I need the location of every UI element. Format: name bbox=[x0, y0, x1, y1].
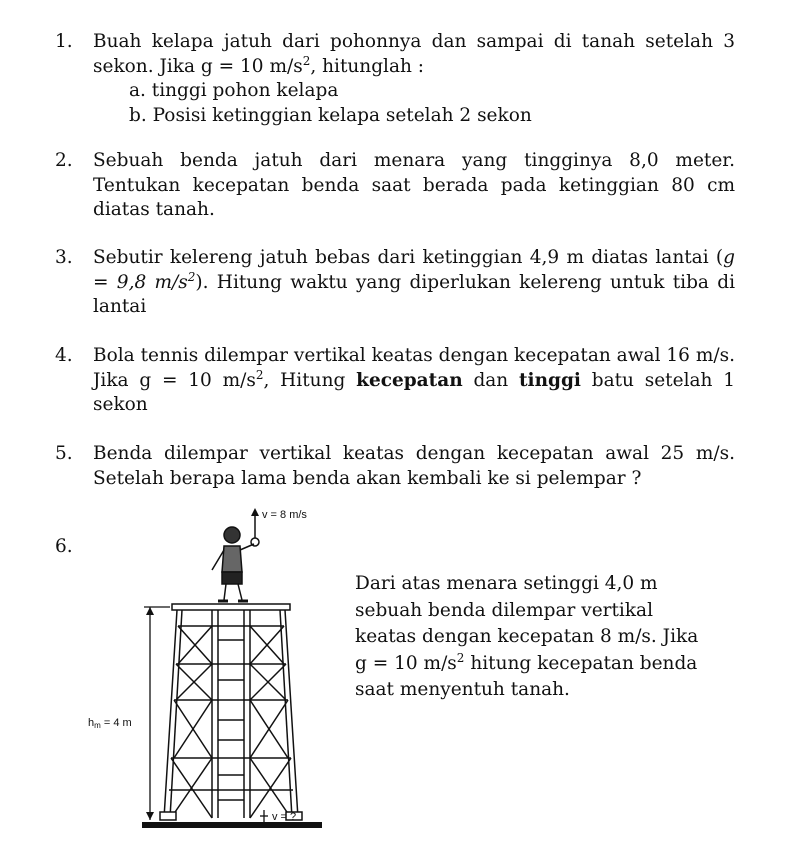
sub-question-a: a. tinggi pohon kelapa bbox=[129, 80, 339, 101]
question-number: 5. bbox=[55, 443, 73, 464]
question-text: Bola tennis dilempar vertikal keatas dengan kecepatan awal 16 m/s. Jika g = 10 $m/s^2$, Hitung kecepatan dan tinggi batu setelah 1 sekon bbox=[93, 345, 735, 415]
question-text: Sebuah benda jatuh dari menara yang tingginya 8,0 meter. Tentukan kecepatan benda saat berada pada ketinggian 80 cm diatas tanah. bbox=[93, 150, 735, 220]
velocity-top-label: v = 8 m/s bbox=[262, 509, 307, 521]
question-3 bbox=[55, 246, 735, 320]
bold-keyword: tinggi bbox=[519, 369, 581, 391]
question-5 bbox=[55, 442, 735, 491]
tower-platform bbox=[172, 604, 290, 610]
velocity-down-marker bbox=[260, 810, 268, 822]
person-figure bbox=[212, 527, 254, 601]
gravity-expression: g = 10 m/s bbox=[200, 55, 303, 77]
bold-keyword: kecepatan bbox=[356, 369, 463, 391]
sub-question-list bbox=[93, 79, 735, 128]
question-1 bbox=[55, 30, 735, 128]
question-2 bbox=[55, 149, 735, 223]
gravity-expression: g = 10 m/s bbox=[355, 652, 457, 674]
question-number: 1. bbox=[55, 31, 73, 52]
tower-structure bbox=[160, 610, 302, 820]
question-number: 3. bbox=[55, 247, 73, 268]
question-4 bbox=[55, 344, 735, 418]
gravity-expression: g = 9,8 m/s bbox=[93, 247, 735, 293]
question-text: Buah kelapa jatuh dari pohonnya dan sampai di tanah setelah 3 sekon. Jika g = 10 $m/s^2$, hitunglah : bbox=[93, 31, 735, 77]
velocity-bottom-label: v = ? bbox=[272, 811, 297, 823]
question-number: 2. bbox=[55, 150, 73, 171]
tower-diagram bbox=[82, 500, 332, 835]
question-number: 4. bbox=[55, 345, 73, 366]
sub-question-b: b. Posisi ketinggian kelapa setelah 2 sekon bbox=[129, 104, 532, 126]
velocity-up-arrow bbox=[251, 508, 259, 546]
question-6-text: Dari atas menara setinggi 4,0 m sebuah benda dilempar vertikal keatas dengan kecepatan 8 m/s. Jika g = 10 $m/s^2$ hitung kecepatan benda saat menyentuh tanah. bbox=[355, 573, 699, 700]
height-label: hm = 4 m bbox=[88, 717, 132, 730]
question-number: 6. bbox=[55, 536, 73, 557]
question-text: Benda dilempar vertikal keatas dengan kecepatan awal 25 m/s. Setelah berapa lama benda akan kembali ke si pelempar ? bbox=[93, 443, 735, 489]
gravity-expression: g = 10 m/s bbox=[139, 369, 256, 391]
question-text: Sebutir kelereng jatuh bebas dari ketinggian 4,9 m diatas lantai (g = 9,8 $m/s^2$). Hitung waktu yang diperlukan kelereng untuk tiba di lantai bbox=[93, 247, 735, 317]
